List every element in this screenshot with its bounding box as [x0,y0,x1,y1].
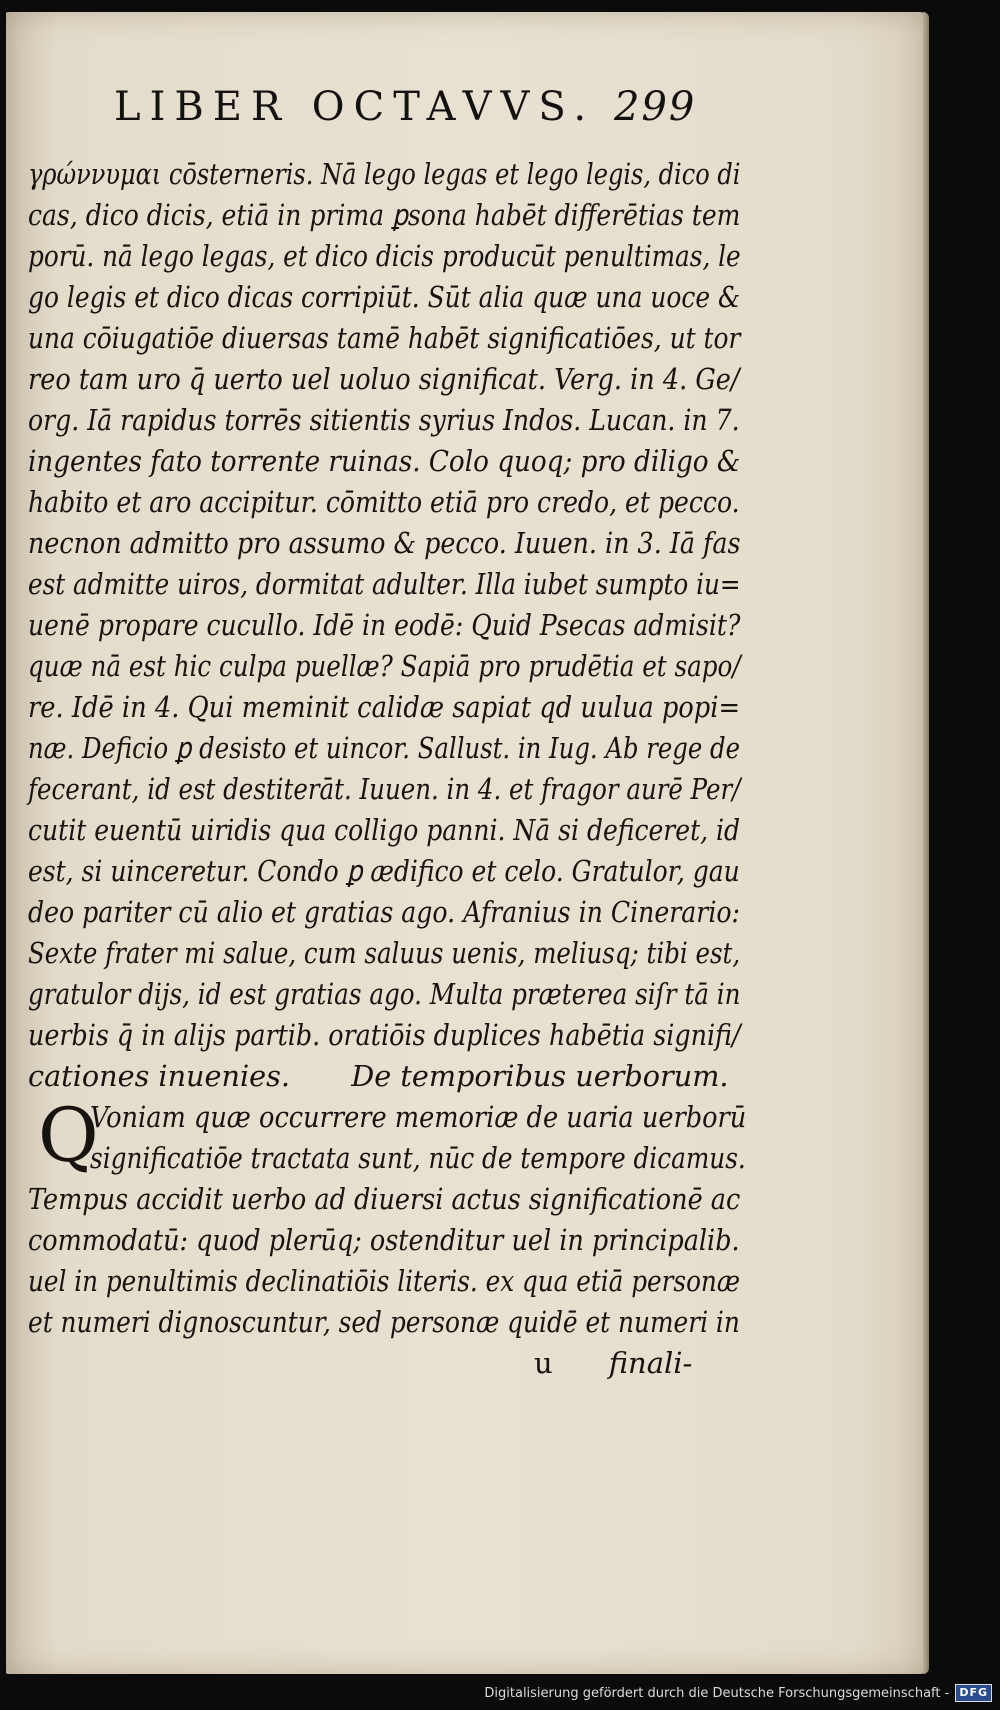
text-line: ingentes fato torrente ruinas. Colo quoq; pro diligo & [28,444,741,478]
text-line: commodatū: quod plerūq; ostenditur uel in principalib. [28,1223,740,1257]
text-line: uerbis q̄ in alijs partib. oratiōis duplices habētia signifi/ [28,1018,741,1052]
digitization-credit [484,1680,992,1706]
initial-paragraph [28,1093,748,1179]
text-line: necnon admitto pro assumo & pecco. Iuuen. in 3. Iā fas [28,526,741,560]
text-line: γρώννυμαι cōsterneris. Nā lego legas et lego legis, dico di [28,157,741,191]
text-line: est admitte uiros, dormitat adulter. Illa iubet sumpto iu= [28,567,741,601]
text-line: næ. Deficio ꝑ desisto et uincor. Sallust. in Iug. Ab rege de [28,731,740,765]
text-line: et numeri dignoscuntur, sed personæ quidē et numeri in [28,1305,740,1339]
running-head: LIBER OCTAVVS. [114,84,596,130]
signature-mark: u [534,1346,553,1380]
text-line: reo tam uro q̄ uerto uel uoluo significat. Verg. in 4. Ge/ [28,362,740,396]
line-with-section-heading [28,1056,740,1097]
initial-letter: Q [38,1093,99,1179]
text-line: una cōiugatiōe diuersas tamē habēt significatiōes, ut tor [28,321,741,355]
book-page [6,12,926,1674]
text-line: habito et aro accipitur. cōmitto etiā pro credo, et pecco. [28,485,740,519]
dfg-logo-icon: DFG [955,1684,992,1702]
text-line: deo pariter cū alio et gratias ago. Afranius in Cinerario: [28,895,741,929]
text-line: gratulor dijs, id est gratias ago. Multa præterea siſr tā in [28,977,741,1011]
text-block [28,154,748,1384]
page-edge [923,12,929,1674]
catchword-line [28,1343,748,1384]
text-line: uel in penultimis declinatiōis literis. ex qua etiā personæ [28,1264,741,1298]
text-line: Sexte frater mi salue, cum saluus uenis, meliusq; tibi est, [28,936,741,970]
text-line: est, si uinceretur. Condo ꝑ ædifico et celo. Gratulor, gau [28,854,740,888]
text-line: quæ nā est hic culpa puellæ? Sapiā pro prudētia et sapo/ [28,649,741,683]
page-number: 299 [614,84,697,130]
text-line: cas, dico dicis, etiā in prima ꝑsona habēt differētias tem [28,198,741,232]
text-line: Tempus accidit uerbo ad diuersi actus significationē ac [28,1182,741,1216]
section-heading: De temporibus uerborum. [351,1059,729,1093]
text-line: re. Idē in 4. Qui meminit calidæ sapiat qd uulua popi= [28,690,741,724]
text-line: cationes inuenies. [28,1059,290,1093]
text-line: uenē propare cucullo. Idē in eodē: Quid Psecas admisit? [28,608,741,642]
text-line: go legis et dico dicas corripiūt. Sūt alia quæ una uoce & [28,280,741,314]
text-line: significatiōe tractata sunt, nūc de tempore dicamus. [90,1141,746,1175]
page-header [114,84,714,144]
catchword: finali- [608,1346,693,1380]
text-line: org. Iā rapidus torrēs sitientis syrius Indos. Lucan. in 7. [28,403,740,437]
text-line: porū. nā lego legas, et dico dicis producūt penultimas, le [28,239,741,273]
text-line: Voniam quæ occurrere memoriæ de uaria uerborū [90,1100,747,1134]
text-line: fecerant, id est destiterāt. Iuuen. in 4. et fragor aurē Per/ [28,772,741,806]
text-line: cutit euentū uiridis qua colligo panni. Nā si deficeret, id [28,813,741,847]
credit-text: Digitalisierung gefördert durch die Deutsche Forschungsgemeinschaft - [484,1685,950,1701]
